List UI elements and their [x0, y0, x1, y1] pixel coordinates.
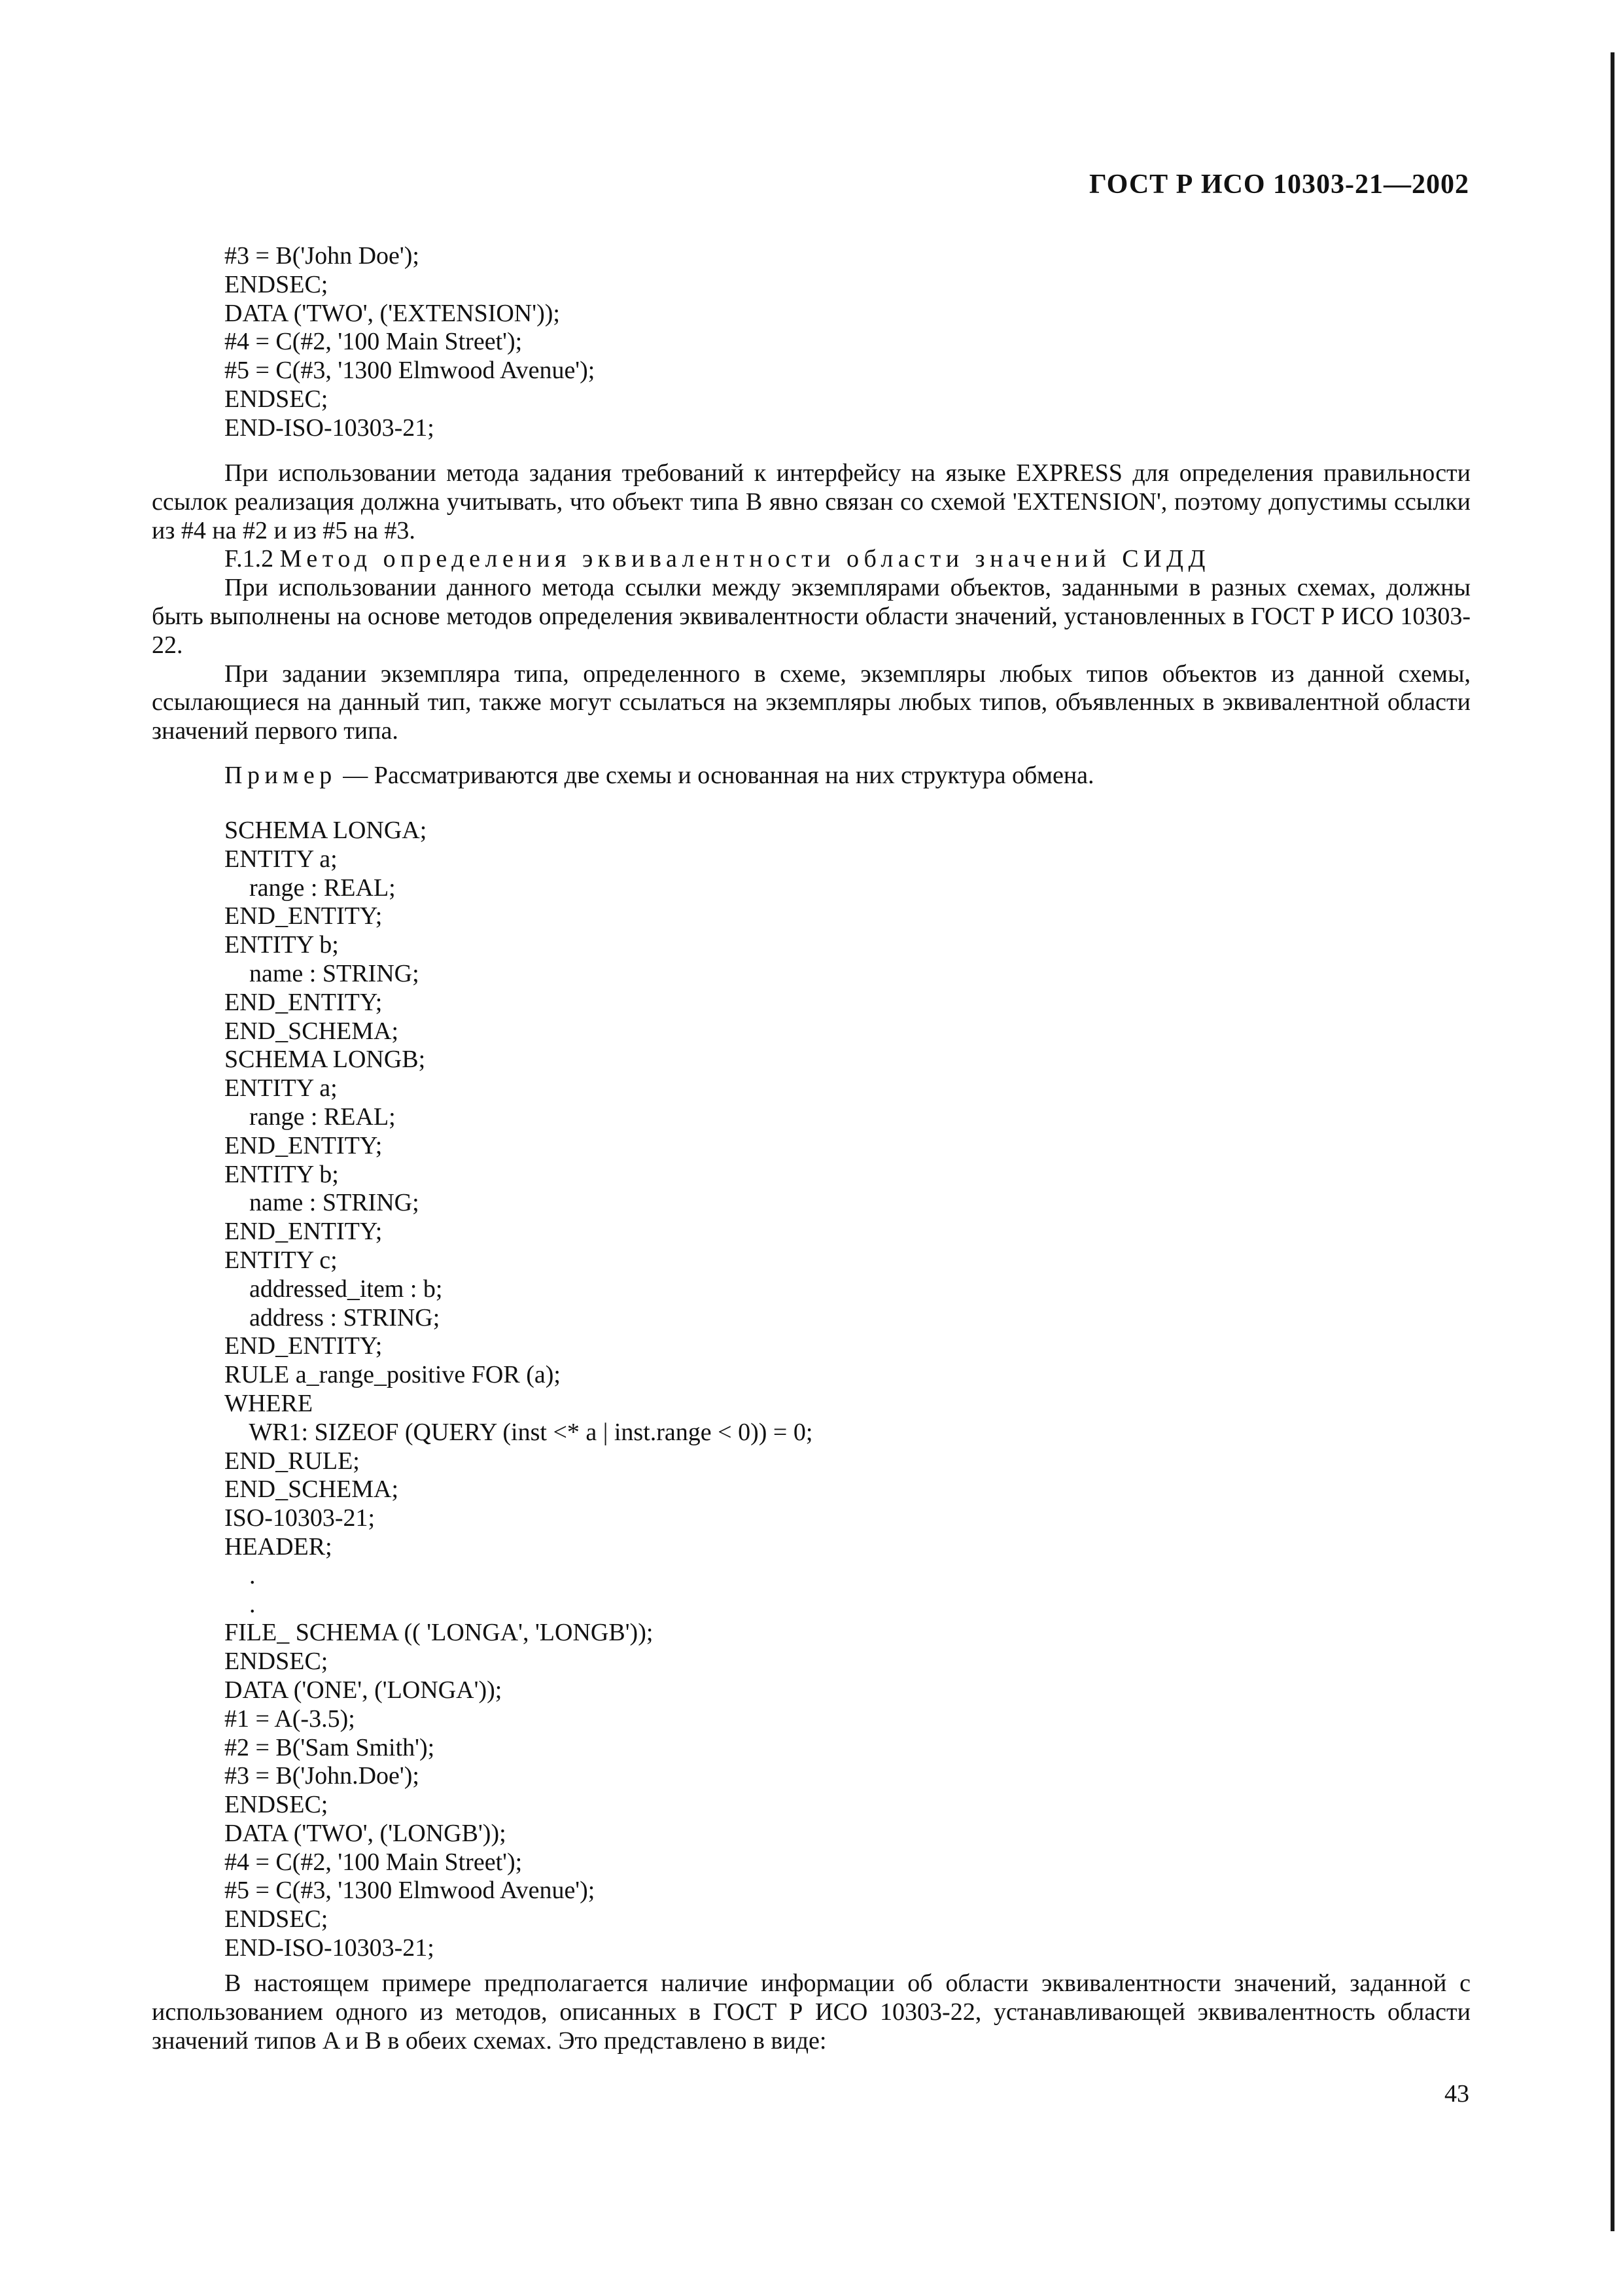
code-line: END_RULE;: [224, 1447, 360, 1475]
code-line: #4 = C(#2, '100 Main Street');: [224, 328, 523, 356]
paragraph-equivalence-info: В настоящем примере предполагается наличие информации об области эквивалентности значений, заданной с использованием одного из методов, описанных в ГОСТ Р ИСО 10303-22, устанавливающей эквивалентность области значений типов A и B в обеих схемах. Это представлено в виде:: [152, 1969, 1471, 2055]
section-heading: [152, 545, 1471, 574]
code-line: #5 = C(#3, '1300 Elmwood Avenue');: [224, 1877, 595, 1905]
code-line: range : REAL;: [224, 1103, 396, 1131]
code-line: ENDSEC;: [224, 1648, 328, 1676]
code-line: END-ISO-10303-21;: [224, 1934, 434, 1962]
page-edge-rule: [1611, 52, 1614, 2231]
page-number: 43: [1444, 2080, 1469, 2108]
code-line: END_SCHEMA;: [224, 1475, 399, 1504]
code-line: RULE a_range_positive FOR (a);: [224, 1361, 561, 1389]
body-text-section-2: [152, 1969, 1471, 2055]
code-line: FILE_ SCHEMA (( 'LONGA', 'LONGB'));: [224, 1619, 654, 1647]
code-line: ENTITY a;: [224, 845, 338, 873]
code-line: name : STRING;: [224, 959, 419, 987]
code-line: END_ENTITY;: [224, 988, 383, 1016]
code-line: END_ENTITY;: [224, 902, 383, 930]
code-block-main: [224, 817, 812, 1963]
code-line: SCHEMA LONGA;: [224, 817, 427, 844]
code-line: DATA ('TWO', ('LONGB'));: [224, 1819, 506, 1847]
section-title: Метод определения эквивалентности области значений СИДД: [279, 545, 1210, 573]
code-line: #3 = B('John Doe');: [224, 242, 419, 270]
code-line: #3 = B('John.Doe');: [224, 1762, 419, 1790]
code-line: END-ISO-10303-21;: [224, 414, 434, 442]
code-line: .: [224, 1561, 256, 1589]
code-line: name : STRING;: [224, 1189, 419, 1217]
code-line: WR1: SIZEOF (QUERY (inst <* a | inst.range < 0)) = 0;: [224, 1418, 813, 1446]
code-line: END_SCHEMA;: [224, 1017, 399, 1045]
code-line: addressed_item : b;: [224, 1275, 443, 1303]
code-line: HEADER;: [224, 1532, 332, 1561]
code-line: END_ENTITY;: [224, 1218, 383, 1246]
code-line: address : STRING;: [224, 1303, 440, 1332]
paragraph-domain-equivalence: При использовании данного метода ссылки между экземплярами объектов, заданными в разных схемах, должны быть выполнены на основе методов определения эквивалентности области значений, установленных в ГОСТ Р ИСО 10303-22.: [152, 574, 1471, 659]
code-line: ENDSEC;: [224, 1791, 328, 1819]
paragraph-express-reference: При использовании метода задания требований к интерфейсу на языке EXPRESS для определения правильности ссылок реализация должна учитывать, что объект типа B явно связан со схемой 'EXTENSION', поэтому допустимы ссылки из #4 на #2 и из #5 на #3.: [152, 459, 1471, 544]
code-line: END_ENTITY;: [224, 1131, 383, 1159]
code-line: ENTITY c;: [224, 1246, 338, 1274]
code-line: ISO-10303-21;: [224, 1504, 375, 1532]
code-line: range : REAL;: [224, 874, 396, 902]
code-line: SCHEMA LONGB;: [224, 1046, 426, 1074]
code-line: DATA ('TWO', ('EXTENSION'));: [224, 299, 560, 327]
code-line: DATA ('ONE', ('LONGA'));: [224, 1676, 502, 1704]
code-line: #1 = A(-3.5);: [224, 1704, 355, 1733]
example-label: Пример: [224, 762, 337, 789]
example-line: [152, 762, 1471, 790]
code-line: .: [224, 1590, 256, 1618]
example-intro: [152, 762, 1471, 790]
code-line: ENTITY a;: [224, 1074, 338, 1103]
example-text: — Рассматриваются две схемы и основанная на них структура обмена.: [336, 762, 1094, 789]
code-line: END_ENTITY;: [224, 1332, 383, 1360]
code-line: #2 = B('Sam Smith');: [224, 1733, 435, 1761]
paragraph-instance-references: При задании экземпляра типа, определенного в схеме, экземпляры любых типов объектов из данной схемы, ссылающиеся на данный тип, также могут ссылаться на экземпляры любых типов, объявленных в эквивалентной области значений первого типа.: [152, 660, 1471, 745]
code-line: ENDSEC;: [224, 385, 328, 413]
code-line: ENDSEC;: [224, 1905, 328, 1934]
code-line: ENTITY b;: [224, 931, 339, 959]
code-block-top: [224, 242, 595, 443]
document-header: ГОСТ Р ИСО 10303-21—2002: [1089, 169, 1469, 200]
section-number: F.1.2: [224, 545, 274, 573]
code-line: WHERE: [224, 1389, 313, 1417]
body-text-section-1: [152, 459, 1471, 746]
code-line: #5 = C(#3, '1300 Elmwood Avenue');: [224, 357, 595, 385]
code-line: ENTITY b;: [224, 1160, 339, 1188]
code-line: ENDSEC;: [224, 270, 328, 298]
code-line: #4 = C(#2, '100 Main Street');: [224, 1848, 523, 1876]
